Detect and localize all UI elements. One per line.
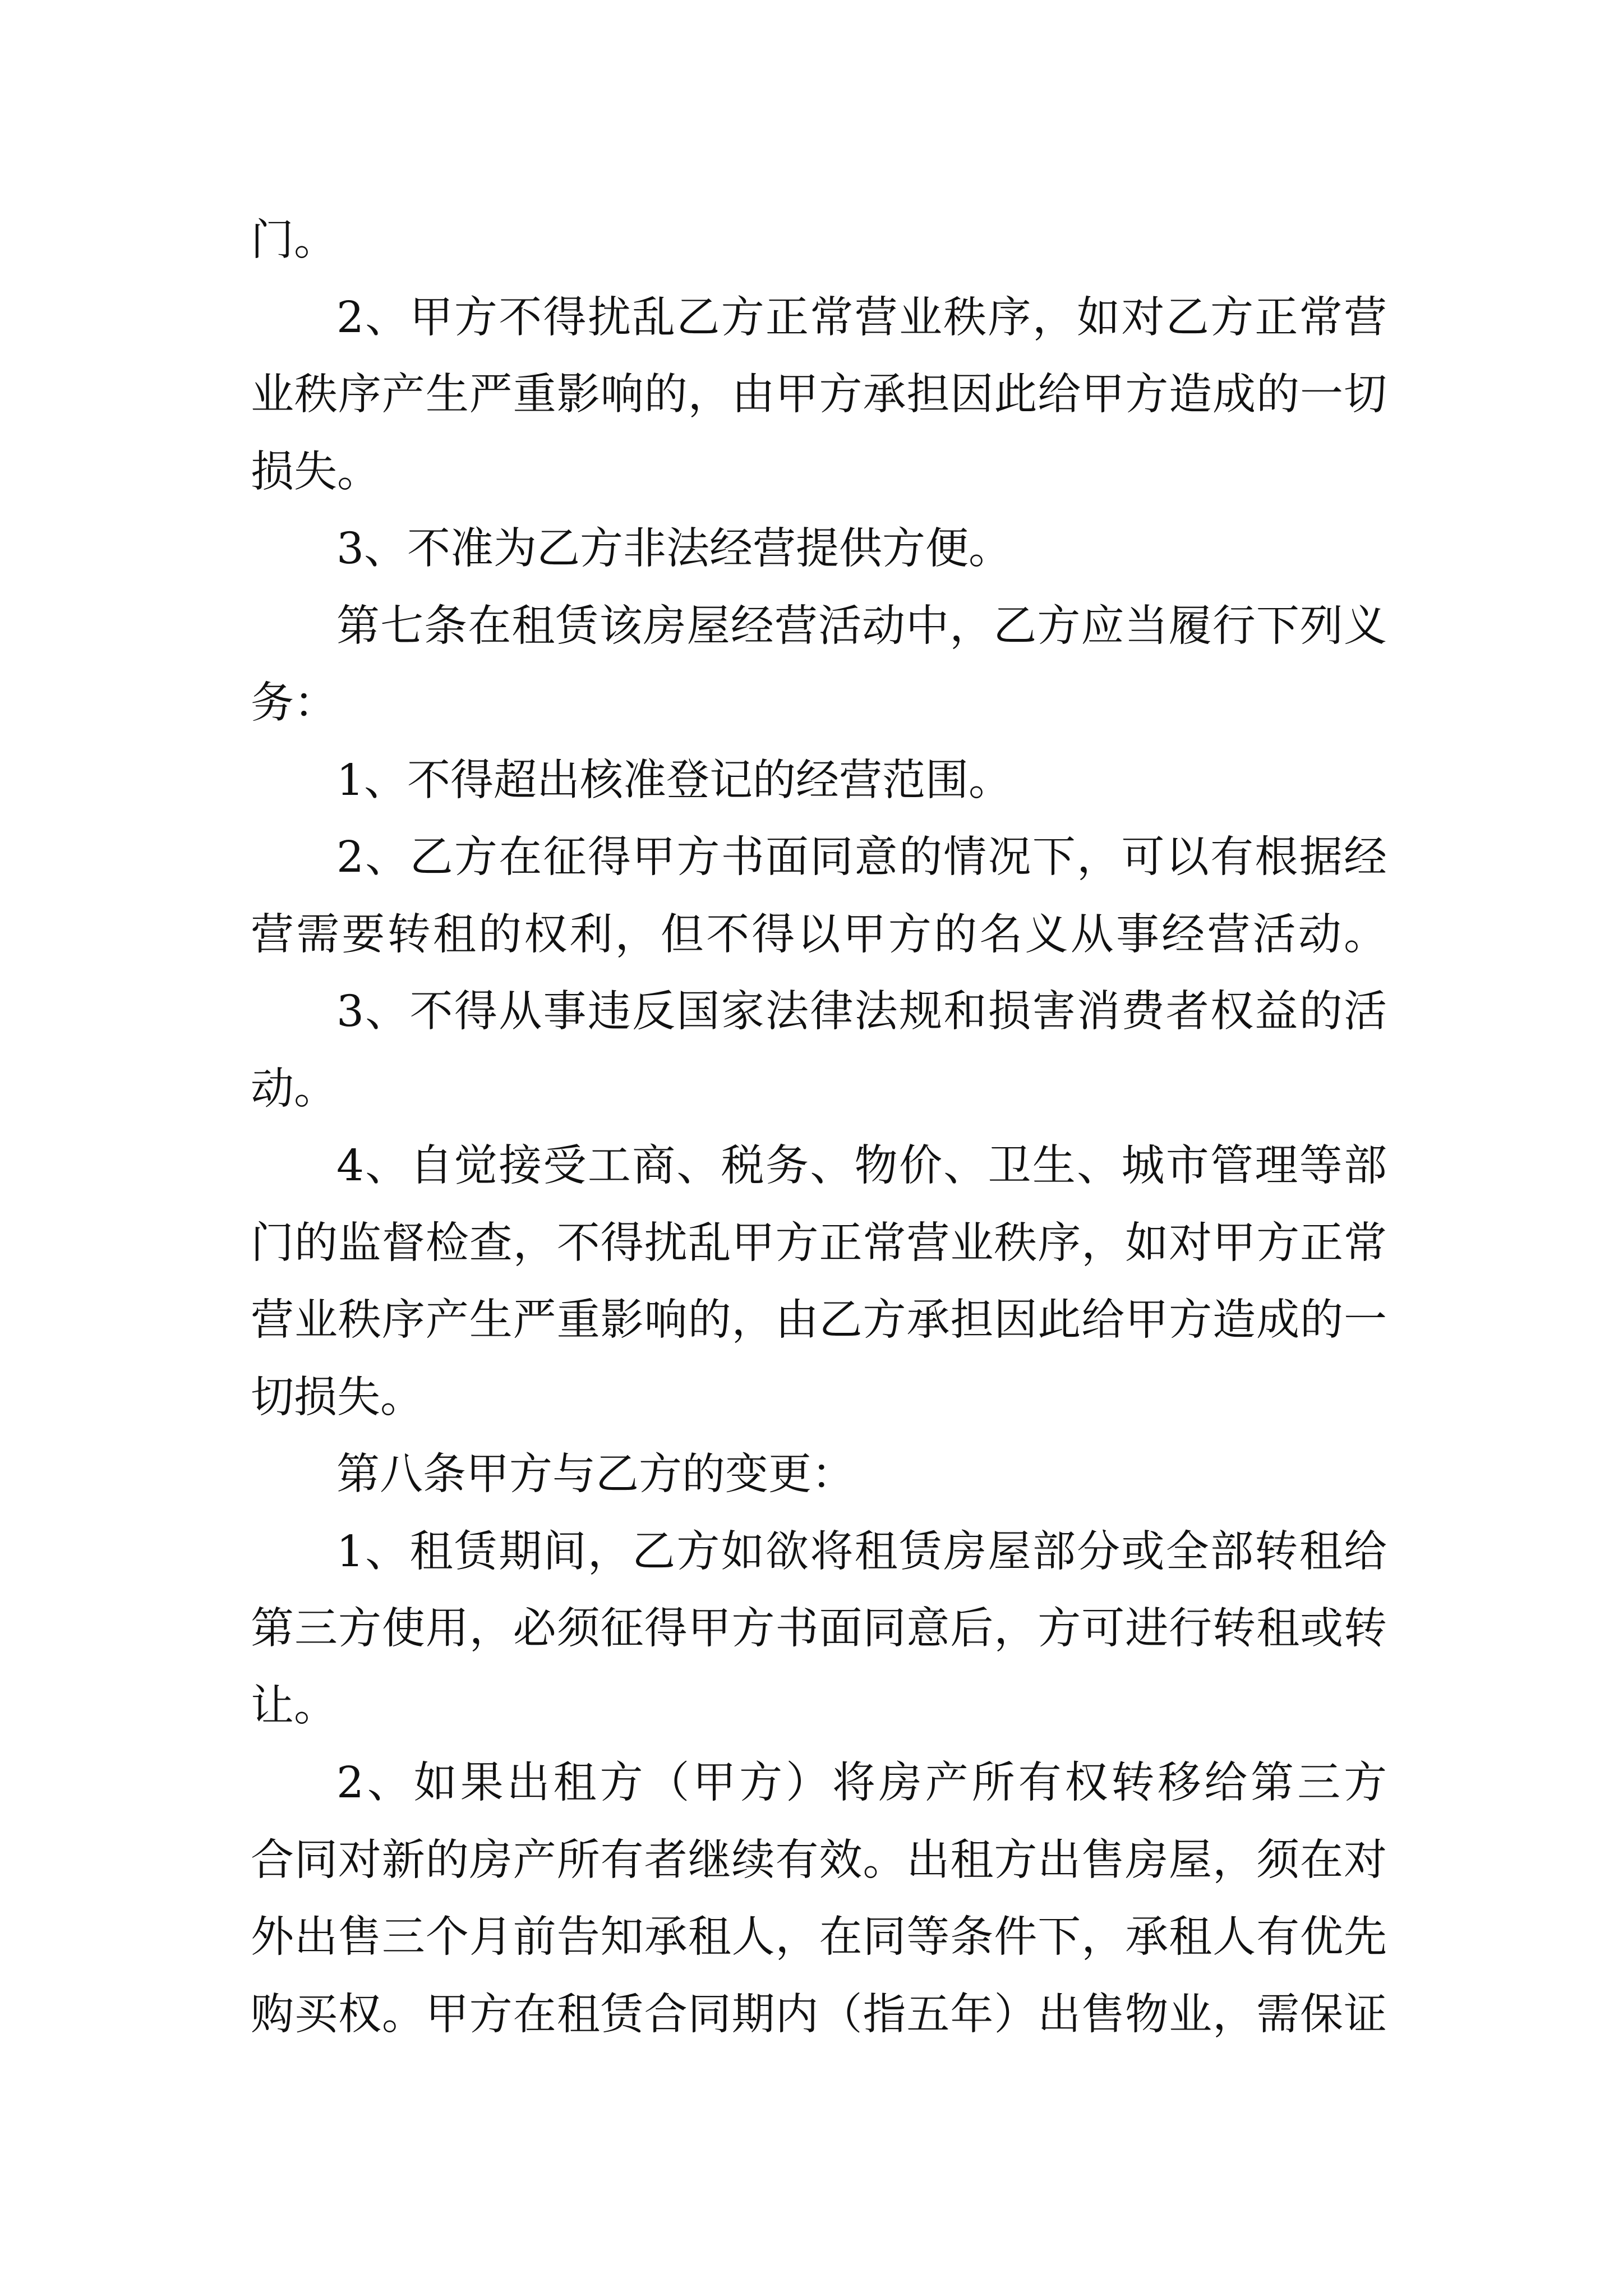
text-line: 1、租赁期间，乙方如欲将租赁房屋部分或全部转租给 [336,1526,1387,1577]
text-line: 2、如果出租方（甲方）将房产所有权转移给第三方 [336,1758,1387,1808]
text-line: 3、不得从事违反国家法律法规和损害消费者权益的活 [336,987,1387,1037]
text-line: 门的监督检查，不得扰乱甲方正常营业秩序，如对甲方正常 [251,1218,1387,1268]
text-line: 2、甲方不得扰乱乙方正常营业秩序，如对乙方正常营 [336,292,1387,343]
text-line: 第七条在租赁该房屋经营活动中，乙方应当履行下列义 [336,601,1387,651]
text-line: 让。 [251,1681,337,1731]
text-line: 业秩序产生严重影响的，由甲方承担因此给甲方造成的一切 [251,370,1387,420]
text-line: 购买权。甲方在租赁合同期内（指五年）出售物业，需保证 [251,1989,1387,2040]
document-body [251,202,1387,2053]
text-line: 第八条甲方与乙方的变更： [336,1450,855,1499]
text-line: 务： [251,678,337,728]
text-line: 2、乙方在征得甲方书面同意的情况下，可以有根据经 [336,832,1387,882]
text-line: 动。 [251,1064,337,1114]
text-line: 4、自觉接受工商、税务、物价、卫生、城市管理等部 [336,1141,1387,1191]
text-line: 外出售三个月前告知承租人，在同等条件下，承租人有优先 [251,1912,1387,1962]
text-line: 营业秩序产生严重影响的，由乙方承担因此给甲方造成的一 [251,1295,1387,1345]
text-line: 第三方使用，必须征得甲方书面同意后，方可进行转租或转 [251,1604,1387,1654]
text-line: 切损失。 [251,1372,423,1423]
text-line: 3、不准为乙方非法经营提供方便。 [336,524,1012,574]
text-line: 1、不得超出核准登记的经营范围。 [336,755,1012,806]
text-line: 损失。 [251,447,380,497]
text-line: 门。 [251,215,337,265]
text-line: 合同对新的房产所有者继续有效。出租方出售房屋，须在对 [251,1835,1387,1885]
text-line: 营需要转租的权利，但不得以甲方的名义从事经营活动。 [251,909,1387,960]
